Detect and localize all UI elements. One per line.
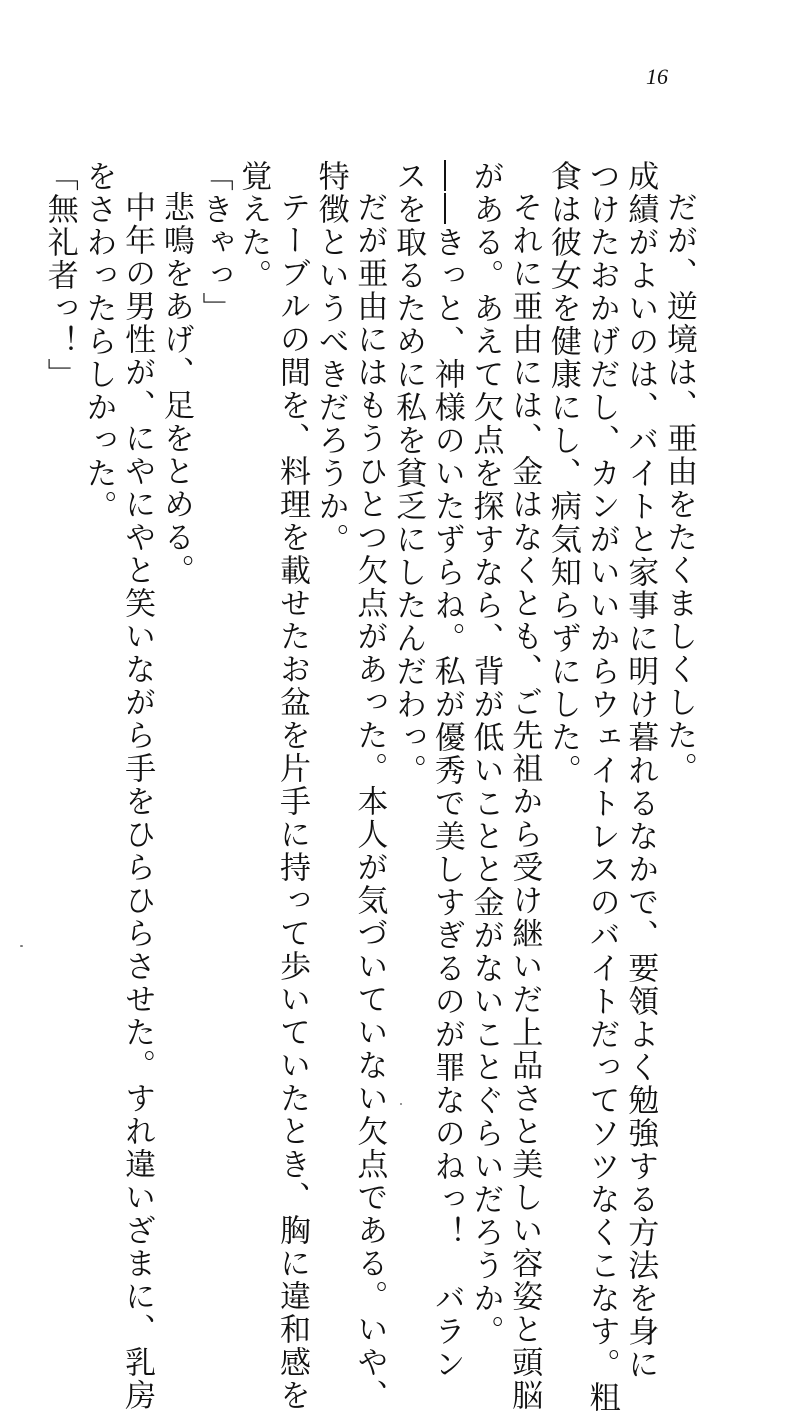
text-line: だが亜由にはもうひとつ欠点があった。本人が気づいていない欠点である。いや、	[351, 191, 388, 1412]
text-line: だが、逆境は、亜由をたくましくした。	[661, 191, 697, 785]
text-line: それに亜由には、金はなくとも、ご先祖から受け継いだ上品さと美しい容姿と頭脳	[506, 191, 543, 1412]
novel-text-column	[40, 160, 698, 1414]
text-line: つけたおかげだし、カンがいいからウェイトレスのバイトだってソツなくこなす。粗	[583, 160, 620, 1414]
text-line: 食は彼女を健康にし、病気知らずにした。	[544, 160, 581, 787]
text-line: スを取るために私を貧乏にしたんだわっ。	[390, 160, 427, 787]
scan-speck	[400, 1103, 402, 1105]
dialogue-line: 「きゃっ」	[196, 160, 233, 325]
dialogue-line: 「無礼者っ！」	[41, 160, 78, 391]
text-line: をさわったらしかった。	[80, 160, 117, 523]
text-line: ――きっと、神様のいたずらね。私が優秀で美しすぎるのが罪なのねっ！ バラン	[428, 160, 465, 1381]
text-line: 特徴というべきだろうか。	[312, 160, 349, 556]
text-line: がある。あえて欠点を探すなら、背が低いことと金がないことぐらいだろうか。	[467, 160, 504, 1348]
scan-speck	[20, 945, 23, 947]
page-number: 16	[646, 64, 668, 89]
text-line: 成績がよいのは、バイトと家事に明け暮れるなかで、要領よく勉強する方法を身に	[622, 160, 659, 1381]
text-line: 中年の男性が、にやにやと笑いながら手をひらひらさせた。すれ違いざまに、乳房	[119, 191, 156, 1412]
text-line: テーブルの間を、料理を載せたお盆を片手に持って歩いていたとき、胸に違和感を	[273, 191, 310, 1412]
text-line: 悲鳴をあげ、足をとめる。	[157, 191, 194, 587]
text-line: 覚えた。	[235, 160, 272, 292]
